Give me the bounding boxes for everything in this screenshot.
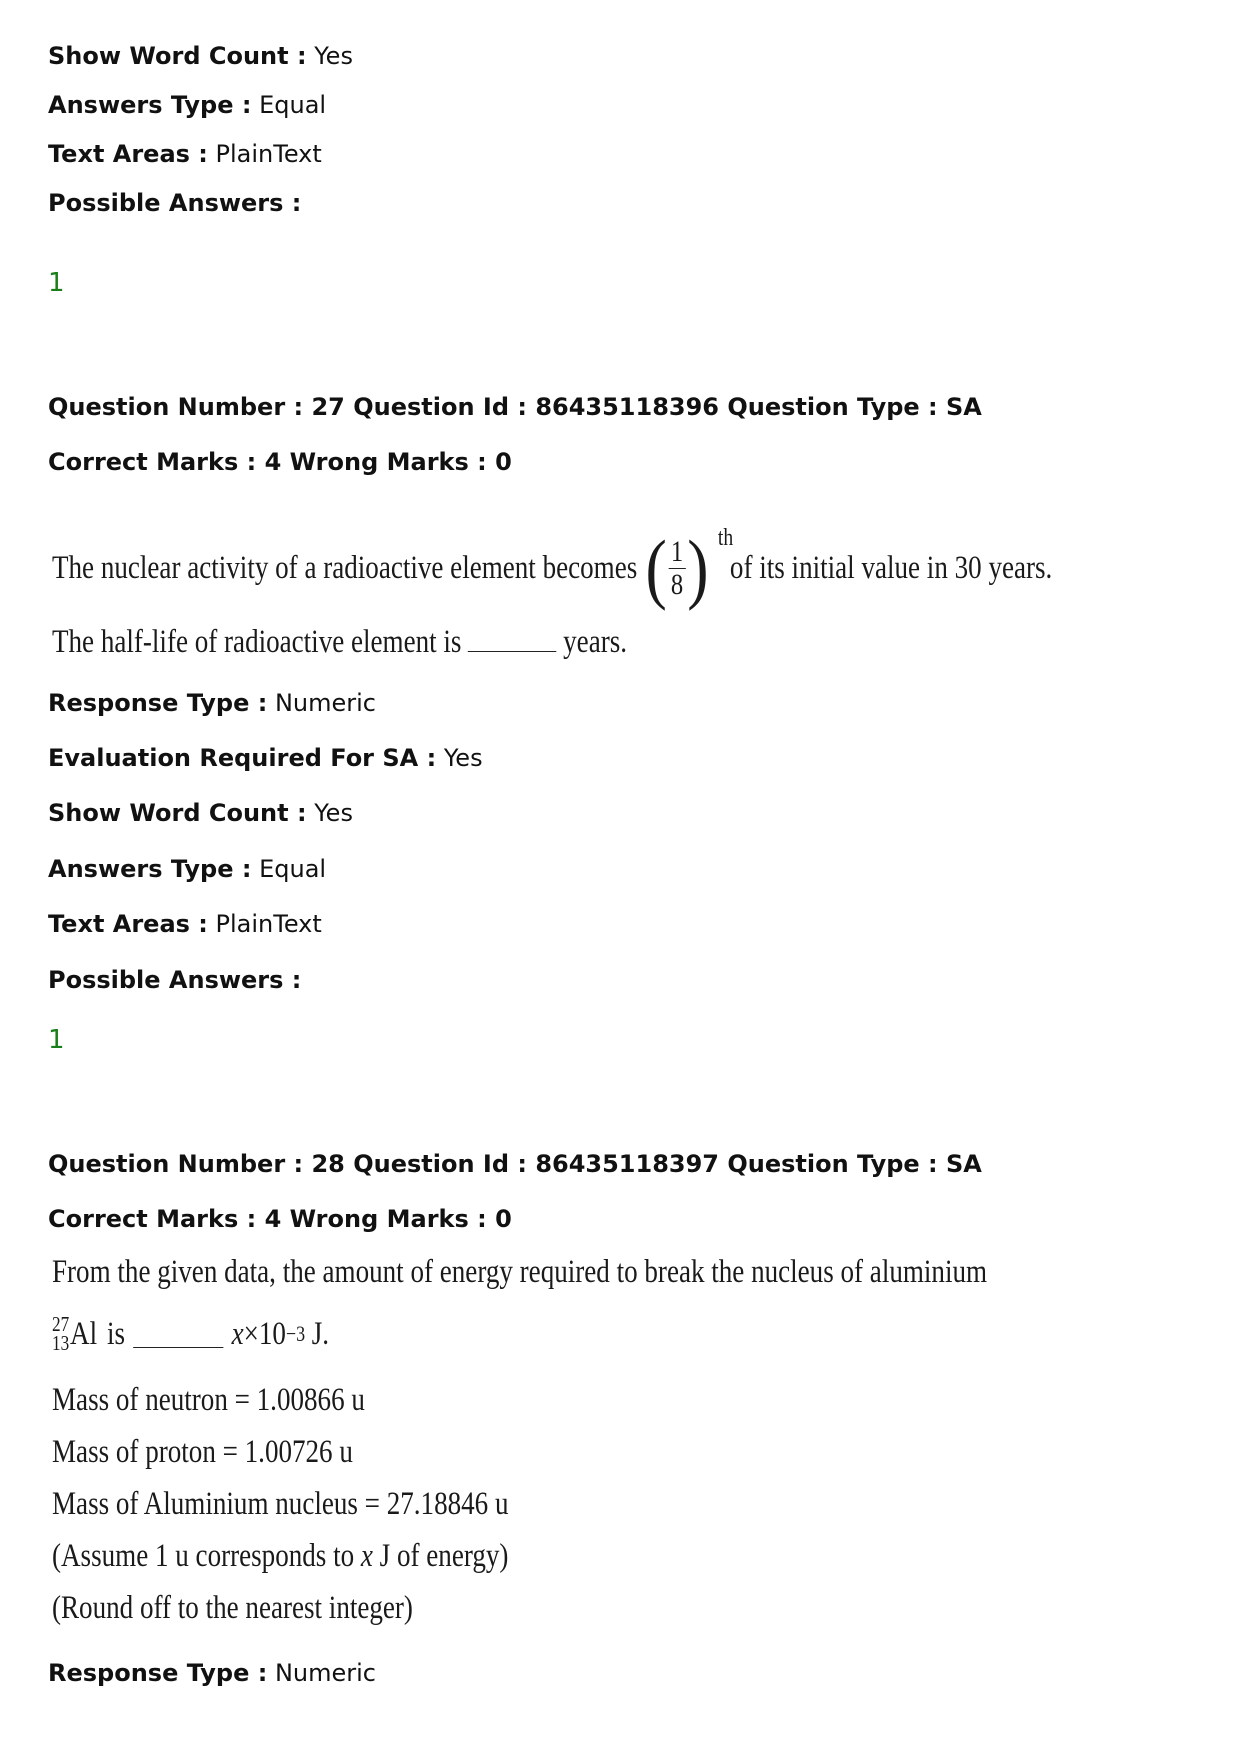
q28-response-type-row: Response Type : Numeric — [48, 1659, 376, 1687]
q28-data-line: Mass of proton = 1.00726 u — [52, 1434, 353, 1470]
q28-round-line: (Round off to the nearest integer) — [52, 1590, 413, 1626]
q27-text-areas-row: Text Areas : PlainText — [48, 910, 322, 938]
answer-blank — [468, 625, 557, 652]
q27-header: Question Number : 27 Question Id : 86435118396 Question Type : SA — [48, 393, 982, 421]
q27-possible-answers-row: Possible Answers : — [48, 966, 302, 994]
q27-response-type-row: Response Type : Numeric — [48, 689, 376, 717]
answers-type-row: Answers Type : Equal — [48, 91, 327, 119]
q27-evaluation-row: Evaluation Required For SA : Yes — [48, 744, 483, 772]
q27-show-word-count-row: Show Word Count : Yes — [48, 799, 353, 827]
q28-header: Question Number : 28 Question Id : 86435118397 Question Type : SA — [48, 1150, 982, 1178]
text-areas-row: Text Areas : PlainText — [48, 140, 322, 168]
q28-question-line1: From the given data, the amount of energy required to break the nucleus of aluminium — [52, 1254, 988, 1290]
answer-blank — [133, 1321, 223, 1348]
possible-answers-row: Possible Answers : — [48, 189, 302, 217]
show-word-count-row: Show Word Count : Yes — [48, 42, 353, 70]
q27-question-line1: The nuclear activity of a radioactive element becomes ( $\frac{1}{8}$ ) th of its initial value in 30 years. — [52, 524, 1053, 611]
q27-answers-type-row: Answers Type : Equal — [48, 855, 327, 883]
aluminium-isotope: 27 13 — [52, 1312, 70, 1355]
q28-data-line: Mass of neutron = 1.00866 u — [52, 1382, 365, 1418]
q27-question-line2: The half-life of radioactive element is years. — [52, 624, 628, 660]
q28-assume-line: (Assume 1 u corresponds to x J of energy) — [52, 1538, 509, 1574]
q28-question-line2: 27 13 Al is x ×10 −3 J. — [52, 1312, 330, 1355]
q27-marks: Correct Marks : 4 Wrong Marks : 0 — [48, 448, 512, 476]
q27-fraction: ( $\frac{1}{8}$ ) th — [645, 524, 734, 611]
q28-marks: Correct Marks : 4 Wrong Marks : 0 — [48, 1205, 512, 1233]
q27-possible-answer-value: 1 — [48, 1025, 65, 1055]
q28-data-line: Mass of Aluminium nucleus = 27.18846 u — [52, 1486, 509, 1522]
possible-answer-value: 1 — [48, 268, 65, 298]
